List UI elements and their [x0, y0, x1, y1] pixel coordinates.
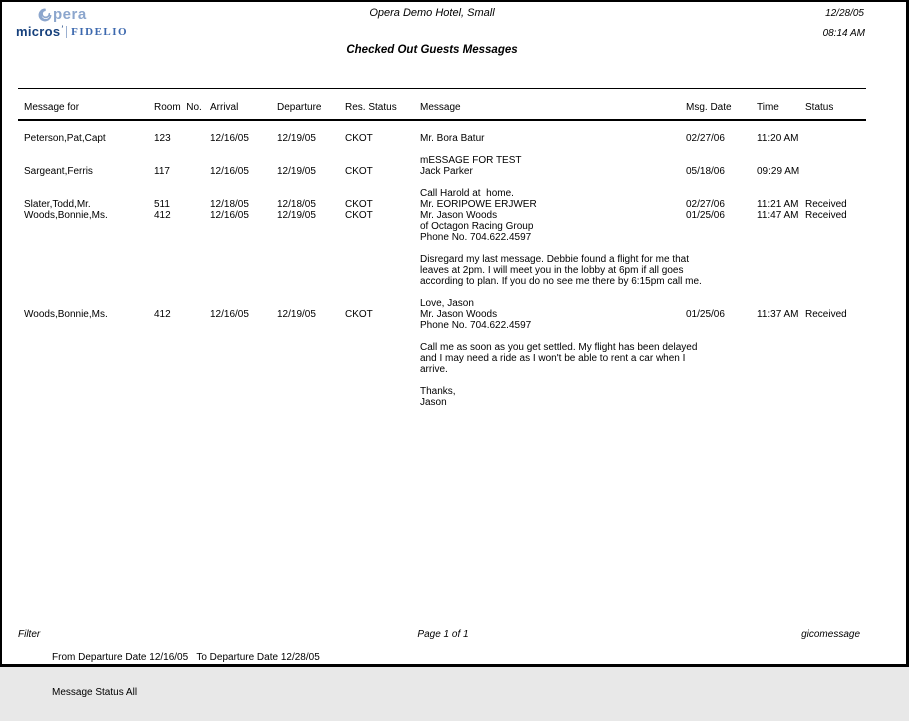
message-line: Mr. EORIPOWE ERJWER	[420, 199, 537, 210]
report-code: gicomessage	[801, 629, 860, 640]
cell-message-for: Peterson,Pat,Capt	[24, 133, 106, 144]
filter-criteria	[52, 629, 320, 721]
micros-logo-text: micros	[16, 24, 61, 39]
cell-status: Received	[805, 309, 847, 320]
filter-message-status: Message Status All	[52, 686, 138, 698]
message-line	[420, 287, 686, 298]
table-body	[2, 133, 906, 408]
col-header-status: Status	[805, 102, 834, 113]
cell-room-no: 123	[154, 133, 171, 144]
message-line: Phone No. 704.622.4597	[420, 320, 532, 331]
message-line	[420, 331, 686, 342]
message-line: Mr. Jason Woods	[420, 309, 498, 320]
cell-arrival: 12/16/05	[210, 309, 249, 320]
cell-status	[805, 155, 895, 177]
report-title: Checked Out Guests Messages	[346, 44, 518, 56]
message-line: Mr. Jason Woods	[420, 210, 498, 221]
col-header-msg-date: Msg. Date	[686, 102, 732, 113]
cell-arrival: 12/16/05	[210, 133, 249, 144]
page-number: Page 1 of 1	[417, 629, 469, 640]
cell-message-for: Woods,Bonnie,Ms.	[24, 210, 108, 221]
cell-departure: 12/19/05	[277, 166, 316, 177]
cell-status	[805, 133, 895, 144]
cell-msg-date: 01/25/06	[686, 309, 725, 320]
message-line	[420, 243, 686, 254]
table-header-rule	[18, 119, 866, 121]
cell-room-no: 511	[154, 199, 170, 210]
filter-departure-range: From Departure Date 12/16/05 To Departure Date 12/28/05	[52, 652, 320, 663]
message-line: Disregard my last message. Debbie found a flight for me that	[420, 254, 690, 265]
cell-res-status: CKOT	[345, 133, 373, 144]
cell-arrival: 12/18/05	[210, 199, 249, 210]
cell-time: 11:21 AM	[757, 199, 799, 210]
report-time: 08:14 AM	[822, 28, 865, 39]
logo-divider	[66, 26, 67, 38]
cell-msg-date: 02/27/06	[686, 199, 725, 210]
cell-time: 11:37 AM	[757, 309, 799, 320]
cell-res-status: CKOT	[345, 166, 373, 177]
table-header-row	[2, 102, 906, 113]
message-line	[420, 375, 686, 386]
cell-departure: 12/19/05	[277, 210, 316, 221]
cell-departure: 12/18/05	[277, 199, 316, 210]
cell-msg-date: 02/27/06	[686, 133, 725, 144]
cell-time: 11:47 AM	[757, 210, 799, 221]
col-header-room-no: Room No.	[154, 102, 202, 113]
table-row	[2, 188, 906, 210]
table-row	[2, 309, 906, 408]
cell-message	[420, 155, 686, 177]
opera-logo-text: pera	[53, 6, 87, 23]
cell-time: 09:29 AM	[757, 166, 800, 177]
micros-fidelio-logo	[16, 24, 128, 39]
cell-message-for: Sargeant,Ferris	[24, 166, 93, 177]
cell-room-no: 117	[154, 166, 170, 177]
cell-message	[420, 210, 702, 309]
cell-time: 11:20 AM	[757, 133, 799, 144]
cell-message	[420, 188, 686, 210]
cell-departure: 12/19/05	[277, 309, 316, 320]
cell-res-status: CKOT	[345, 309, 373, 320]
cell-message-for: Woods,Bonnie,Ms.	[24, 309, 108, 320]
message-line: leaves at 2pm. I will meet you in the lobby at 6pm if all goes	[420, 265, 684, 276]
message-line: and I may need a ride as I won't be able to rent a car when I	[420, 353, 686, 364]
table-top-rule	[18, 88, 866, 89]
message-line: mESSAGE FOR TEST	[420, 155, 522, 166]
cell-arrival: 12/16/05	[210, 166, 249, 177]
col-header-message: Message	[420, 102, 461, 113]
fidelio-logo-text: FIDELIO	[71, 25, 129, 38]
message-line: arrive.	[420, 364, 448, 375]
message-line: Jason	[420, 397, 447, 408]
cell-room-no: 412	[154, 210, 171, 221]
report-date: 12/28/05	[825, 8, 864, 19]
col-header-departure: Departure	[277, 102, 322, 113]
cell-msg-date: 01/25/06	[686, 210, 725, 221]
cell-message	[420, 133, 686, 144]
message-line: Love, Jason	[420, 298, 474, 309]
col-header-arrival: Arrival	[210, 102, 239, 113]
message-line: Mr. Bora Batur	[420, 133, 485, 144]
table-row	[2, 210, 906, 309]
cell-msg-date: 05/18/06	[686, 166, 725, 177]
message-line: Thanks,	[420, 386, 456, 397]
message-line: Jack Parker	[420, 166, 473, 177]
cell-status: Received	[805, 210, 847, 221]
hotel-name: Opera Demo Hotel, Small	[369, 7, 495, 19]
message-line: according to plan. If you do no see me there by 6:15pm call me.	[420, 276, 702, 287]
filter-label: Filter	[18, 629, 41, 640]
message-line: Call Harold at home.	[420, 188, 514, 199]
message-line: of Octagon Racing Group	[420, 221, 534, 232]
cell-status: Received	[805, 199, 847, 210]
cell-res-status: CKOT	[345, 210, 373, 221]
col-header-res-status: Res. Status	[345, 102, 397, 113]
cell-departure: 12/19/05	[277, 133, 316, 144]
col-header-time: Time	[757, 102, 779, 113]
table-row	[2, 133, 906, 144]
cell-room-no: 412	[154, 309, 171, 320]
message-line: Call me as soon as you get settled. My flight has been delayed	[420, 342, 698, 353]
table-row	[2, 155, 906, 177]
cell-message	[420, 309, 698, 408]
message-line: Phone No. 704.622.4597	[420, 232, 532, 243]
cell-arrival: 12/16/05	[210, 210, 249, 221]
col-header-message-for: Message for	[24, 102, 80, 113]
cell-message-for: Slater,Todd,Mr.	[24, 199, 91, 210]
cell-res-status: CKOT	[345, 199, 373, 210]
micros-tick-mark: ′	[61, 23, 64, 34]
